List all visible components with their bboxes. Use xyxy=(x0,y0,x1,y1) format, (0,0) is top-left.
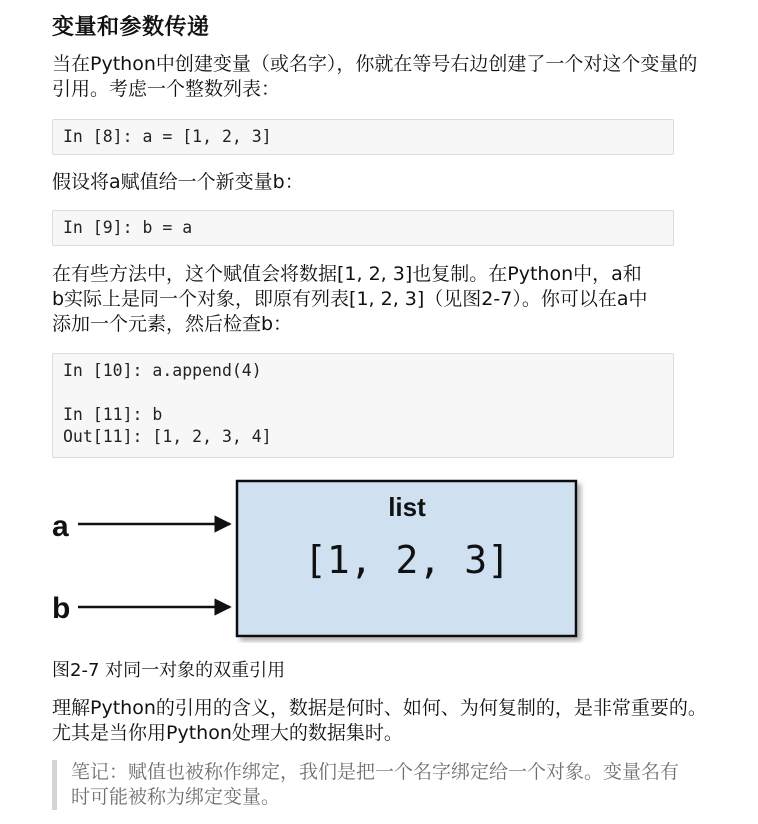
variable-a-label: a xyxy=(52,510,69,543)
variable-b-label: b xyxy=(52,592,71,625)
figure-caption: 图2-7 对同一对象的双重引用 xyxy=(52,660,286,681)
paragraph-assign: 假设将a赋值给一个新变量b： xyxy=(52,171,304,193)
paragraph-explain: 在有些方法中，这个赋值会将数据[1, 2, 3]也复制。在Python中，a和b实际上是同一个对象，即原有列表[1, 2, 3]（见图2-7）。你可以在a中添加一个元素，然后检查b： xyxy=(52,263,648,335)
paragraph-intro: 当在Python中创建变量（或名字），你就在等号右边创建了一个对这个变量的引用。考虑一个整数列表： xyxy=(52,53,698,100)
list-value: [1, 2, 3] xyxy=(304,538,510,582)
section-heading: 变量和参数传递 xyxy=(52,15,210,40)
code-block-3: In [10]: a.append(4) In [11]: b Out[11]: [1, 2, 3, 4] xyxy=(52,353,674,458)
paragraph-conclusion: 理解Python的引用的含义，数据是何时、如何、为何复制的，是非常重要的。尤其是当你用Python处理大的数据集时。 xyxy=(52,697,707,744)
list-title: list xyxy=(388,492,426,522)
reference-diagram xyxy=(52,478,597,643)
note-block: 笔记：赋值也被称作绑定，我们是把一个名字绑定给一个对象。变量名有时可能被称为绑定变量。 xyxy=(52,760,692,810)
code-block-2: In [9]: b = a xyxy=(52,210,674,246)
code-block-1: In [8]: a = [1, 2, 3] xyxy=(52,119,674,155)
